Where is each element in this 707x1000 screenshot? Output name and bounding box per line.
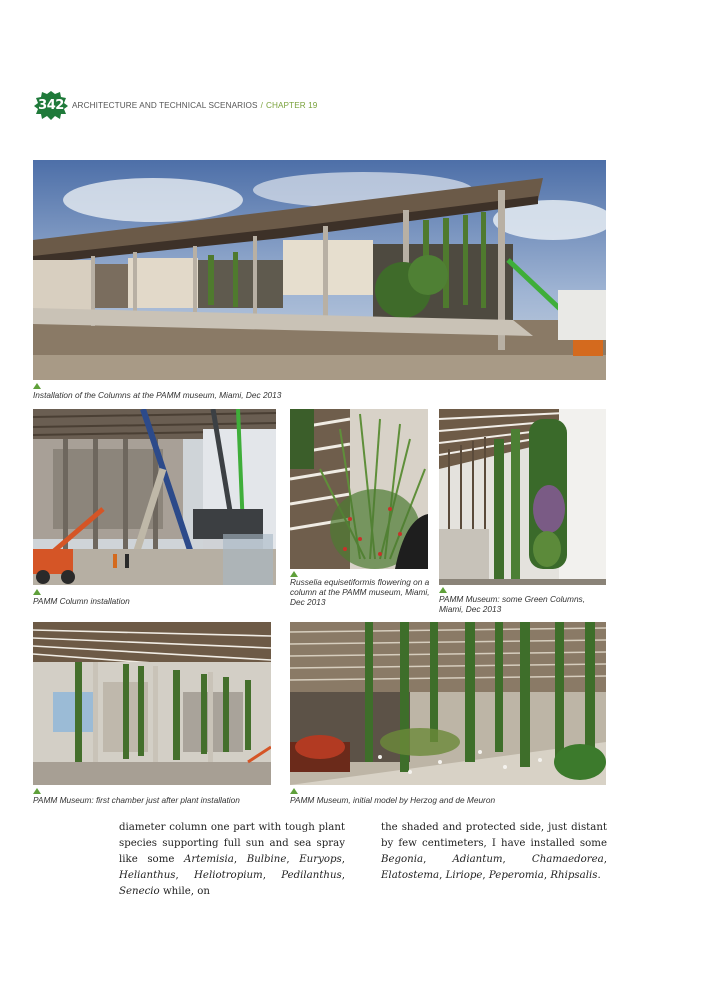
caption-fig2: PAMM Column installation [33, 596, 130, 606]
separator: , [262, 870, 282, 881]
body-text-column-2 [381, 820, 607, 884]
separator: , [341, 870, 346, 881]
species-name: Peperomia [488, 870, 544, 881]
photo-museum-columns-installation [33, 160, 606, 380]
caption-fig3: Russelia equisetiformis flowering on a column at the PAMM museum, Miami, Dec 2013 [290, 577, 430, 607]
photo-green-columns [439, 409, 606, 585]
species-name: Heliotropium [194, 870, 263, 881]
body-text: . [597, 870, 601, 881]
body-text: while, on [159, 886, 210, 897]
header-title-line [72, 101, 317, 110]
species-name: Helianthus [119, 870, 176, 881]
species-name: Artemisia [184, 854, 234, 865]
species-name: Senecio [119, 886, 160, 897]
running-header [34, 90, 317, 120]
species-name: Begonia [381, 854, 424, 865]
caption-marker-icon [33, 788, 41, 794]
separator: , [543, 870, 551, 881]
caption-fig5: PAMM Museum: first chamber just after plant installation [33, 795, 240, 805]
photo-column-installation [33, 409, 276, 585]
body-text-column-1 [119, 820, 345, 900]
chapter-label: CHAPTER 19 [265, 100, 318, 110]
body-text: diameter column one part with tough plant species supporting full sun and sea spray like some [119, 822, 345, 865]
caption-fig1: Installation of the Columns at the PAMM museum, Miami, Dec 2013 [33, 390, 282, 400]
separator: , [603, 854, 607, 865]
separator: , [482, 870, 489, 881]
page-number-badge [34, 90, 68, 120]
species-name: Pedilanthus [281, 870, 342, 881]
caption-marker-icon [290, 788, 298, 794]
page-number: 342 [38, 97, 64, 113]
species-name: Elatostema [381, 870, 440, 881]
caption-marker-icon [439, 587, 447, 593]
caption-fig4: PAMM Museum: some Green Columns, Miami, Dec 2013 [439, 594, 586, 614]
species-name: Liriope [445, 870, 483, 881]
separator: , [439, 870, 446, 881]
species-name: Chamaedorea [531, 854, 604, 865]
separator: , [341, 854, 346, 865]
body-text: the shaded and protected side, just distant by few centimeters, I have installed some [381, 822, 607, 849]
species-name: Euryops [299, 854, 342, 865]
caption-fig6: PAMM Museum, initial model by Herzog and de Meuron [290, 795, 496, 805]
separator: , [175, 870, 195, 881]
header-separator: / [260, 100, 263, 110]
species-name: Adiantum [452, 854, 503, 865]
separator: , [286, 854, 300, 865]
book-title: ARCHITECTURE AND TECHNICAL SCENARIOS [72, 100, 258, 110]
photo-first-chamber [33, 622, 271, 785]
species-name: Bulbine [246, 854, 287, 865]
separator: , [502, 854, 532, 865]
species-name: Rhipsalis [550, 870, 598, 881]
separator: , [423, 854, 453, 865]
separator: , [233, 854, 247, 865]
photo-russelia-flowering [290, 409, 428, 569]
caption-marker-icon [33, 383, 41, 389]
caption-marker-icon [33, 589, 41, 595]
photo-initial-model [290, 622, 606, 785]
